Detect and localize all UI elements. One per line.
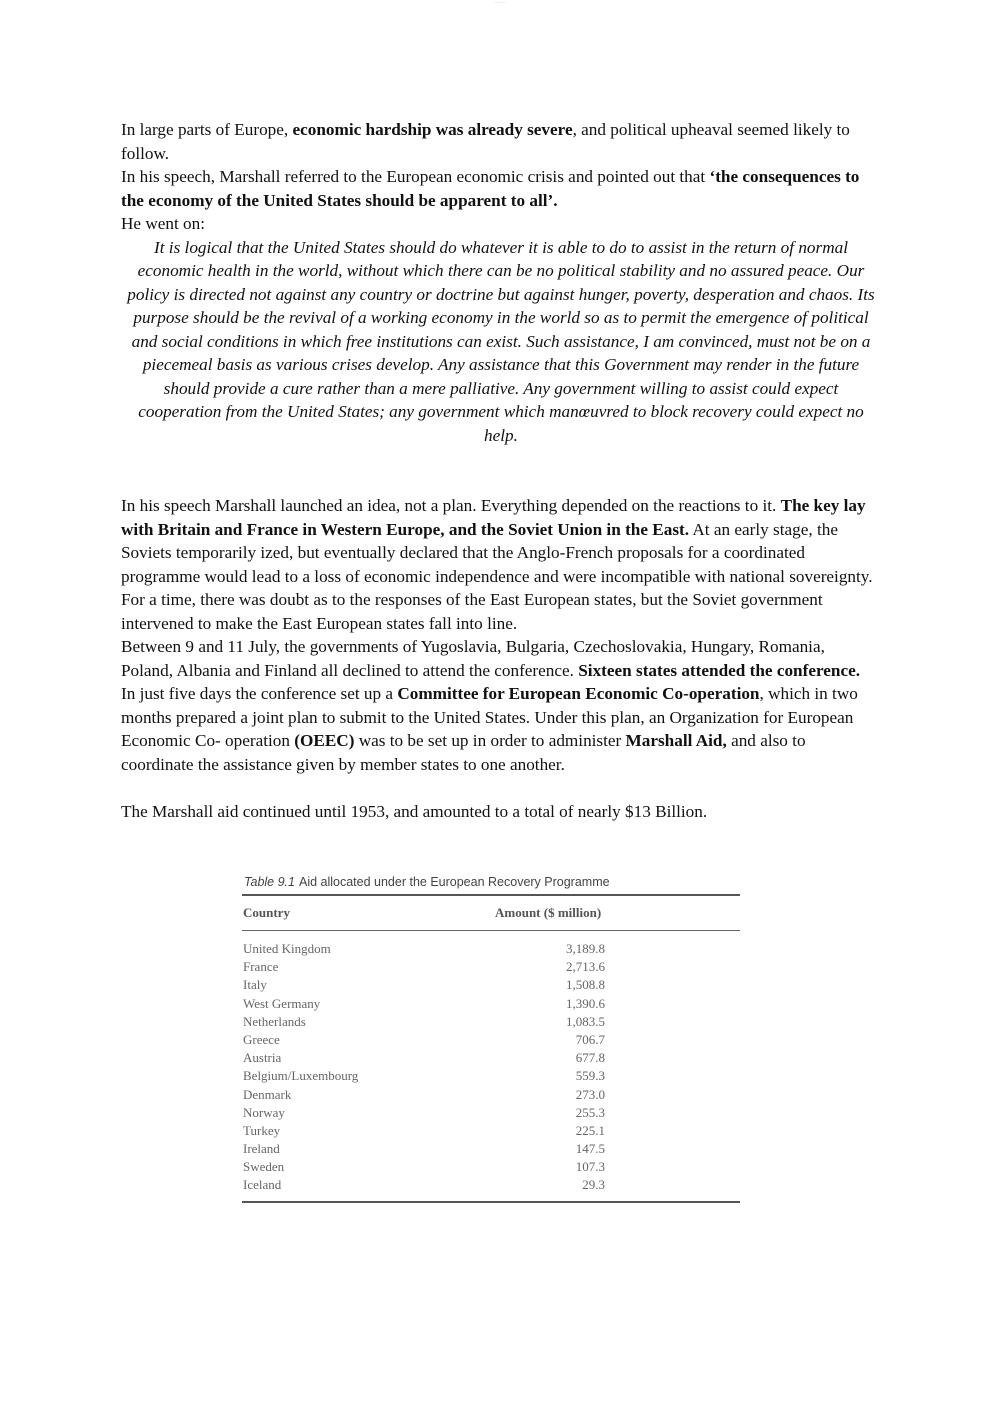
text-run: , and political upheaval seemed likely to follow. xyxy=(121,120,850,163)
spacer xyxy=(121,776,881,800)
table-row xyxy=(242,1104,740,1122)
paragraph-declined-conference xyxy=(121,635,881,682)
paragraph-committee xyxy=(121,682,881,776)
table-row xyxy=(242,1049,740,1067)
table-row xyxy=(242,1013,740,1031)
spacer xyxy=(121,447,881,494)
bold-text: Marshall Aid, xyxy=(625,731,727,750)
text-run: was to be set up in order to administer xyxy=(354,731,626,750)
paragraph-east-european-doubt: For a time, there was doubt as to the responses of the East European states, but the Soviet government intervened to make the East European states fall into line. xyxy=(121,590,823,633)
table-cell-amount: 2,713.6 xyxy=(566,959,605,975)
table-cell-amount: 225.1 xyxy=(575,1122,605,1138)
text-run: and also to coordinate the assistance given by member states to one another. xyxy=(121,731,806,774)
table-cell-country: West Germany xyxy=(243,995,321,1011)
bold-text: economic hardship was already severe xyxy=(292,120,573,139)
table-cell-country: United Kingdom xyxy=(243,941,331,956)
text-run: In large parts of Europe, xyxy=(121,120,293,139)
bold-text: The key lay with Britain and France in Western Europe, and the Soviet Union in the East. xyxy=(121,496,866,539)
body-text xyxy=(121,118,881,823)
table-row xyxy=(242,1031,740,1049)
table-caption-label: Table 9.1 xyxy=(244,875,295,889)
table-cell-country: Denmark xyxy=(243,1086,292,1102)
text-run: In just five days the conference set up a xyxy=(121,684,398,703)
table-cell-country: Netherlands xyxy=(243,1013,306,1029)
table-cell-country: Iceland xyxy=(243,1177,282,1193)
table-cell-country: Austria xyxy=(243,1050,282,1066)
table-cell-amount: 273.0 xyxy=(575,1086,605,1102)
paragraph-idea-not-plan xyxy=(121,494,881,588)
table-cell-country: Sweden xyxy=(243,1159,285,1175)
table-row xyxy=(242,1140,740,1158)
table-cell-country: Ireland xyxy=(243,1141,280,1157)
table-cell-amount: 255.3 xyxy=(575,1104,605,1120)
table-row xyxy=(242,1067,740,1085)
table-cell-amount: 677.8 xyxy=(575,1050,605,1066)
table-cell-country: Italy xyxy=(243,977,267,993)
table-cell-amount: 147.5 xyxy=(575,1141,605,1157)
table-cell-country: Turkey xyxy=(243,1122,281,1138)
text-run: , which in two months prepared a joint plan to submit to the United States. Under this plan, an Organization for European Economic Co- operation xyxy=(121,684,858,750)
bold-text: Committee for European Economic Co-operation xyxy=(397,684,760,703)
text-run: In his speech Marshall launched an idea, not a plan. Everything depended on the reactions to it. xyxy=(121,496,781,515)
table-header-country: Country xyxy=(243,905,290,920)
table-row xyxy=(242,995,740,1013)
header-mark xyxy=(490,0,510,3)
text-run: At an early stage, the Soviets temporarily ized, but eventually declared that the Anglo-French proposals for a coordinated programme would lead to a loss of economic independence and were incompatible with national sovereignty. xyxy=(121,519,873,586)
table-row xyxy=(242,1176,740,1194)
table-caption xyxy=(244,872,740,892)
aid-table-figure xyxy=(242,872,740,1203)
table-cell-country: Norway xyxy=(243,1104,285,1120)
bold-text: ‘the consequences to the economy of the United States should be apparent to all’. xyxy=(121,167,860,210)
table-cell-country: France xyxy=(243,959,279,975)
table-row xyxy=(242,1086,740,1104)
table-header-amount: Amount ($ million) xyxy=(495,905,602,920)
table-row xyxy=(242,958,740,976)
table-cell-amount: 107.3 xyxy=(575,1159,605,1175)
text-run: In his speech, Marshall referred to the European economic crisis and pointed out that xyxy=(121,167,710,186)
paragraph-went-on: He went on: xyxy=(121,214,206,233)
paragraph-marshall-speech xyxy=(121,165,881,212)
table-cell-amount: 706.7 xyxy=(575,1031,605,1047)
marshall-quote: It is logical that the United States should do whatever it is able to do to assist in the return of normal economic health in the world, without which there can be no political stability and no assured peace. Our policy is directed not against any country or doctrine but against hunger, poverty, desperation and chaos. Its purpose should be the revival of a working economy in the world so as to permit the emergence of political and social conditions in which free institutions can exist. Such assistance, I am convinced, must not be on a piecemeal basis as various crises develop. Any assistance that this Government may render in the future should provide a cure rather than a mere palliative. Any government willing to assist could expect cooperation from the United States; any government which manœuvred to block recovery could expect no help. xyxy=(127,237,875,445)
header-mark-text: ——— xyxy=(494,0,506,4)
table-cell-amount: 29.3 xyxy=(582,1177,605,1193)
bold-text: (OEEC) xyxy=(294,731,355,750)
table-body xyxy=(242,931,740,1199)
paragraph-economic-hardship xyxy=(121,118,881,165)
table-cell-amount: 559.3 xyxy=(575,1068,605,1084)
table-cell-amount: 1,083.5 xyxy=(566,1013,605,1029)
table-row xyxy=(242,1122,740,1140)
paragraph-aid-total: The Marshall aid continued until 1953, and amounted to a total of nearly $13 Billion. xyxy=(121,801,708,821)
table-cell-country: Belgium/Luxembourg xyxy=(243,1068,359,1084)
table-row xyxy=(242,940,740,958)
bold-text: Sixteen states attended the conference. xyxy=(578,660,861,680)
table-header-row xyxy=(242,896,740,930)
table-cell-amount: 1,508.8 xyxy=(566,977,605,993)
table-cell-amount: 3,189.8 xyxy=(566,941,605,956)
table-rule-bottom xyxy=(242,1201,740,1203)
table-caption-text: Aid allocated under the European Recovery Programme xyxy=(298,875,610,889)
table-row xyxy=(242,1158,740,1176)
text-run: Between 9 and 11 July, the governments of Yugoslavia, Bulgaria, Czechoslovakia, Hungary, Romania, Poland, Albania and Finland all declined to attend the conference. xyxy=(121,637,825,680)
table-cell-country: Greece xyxy=(243,1031,280,1047)
table-row xyxy=(242,976,740,994)
table-cell-amount: 1,390.6 xyxy=(566,995,605,1011)
